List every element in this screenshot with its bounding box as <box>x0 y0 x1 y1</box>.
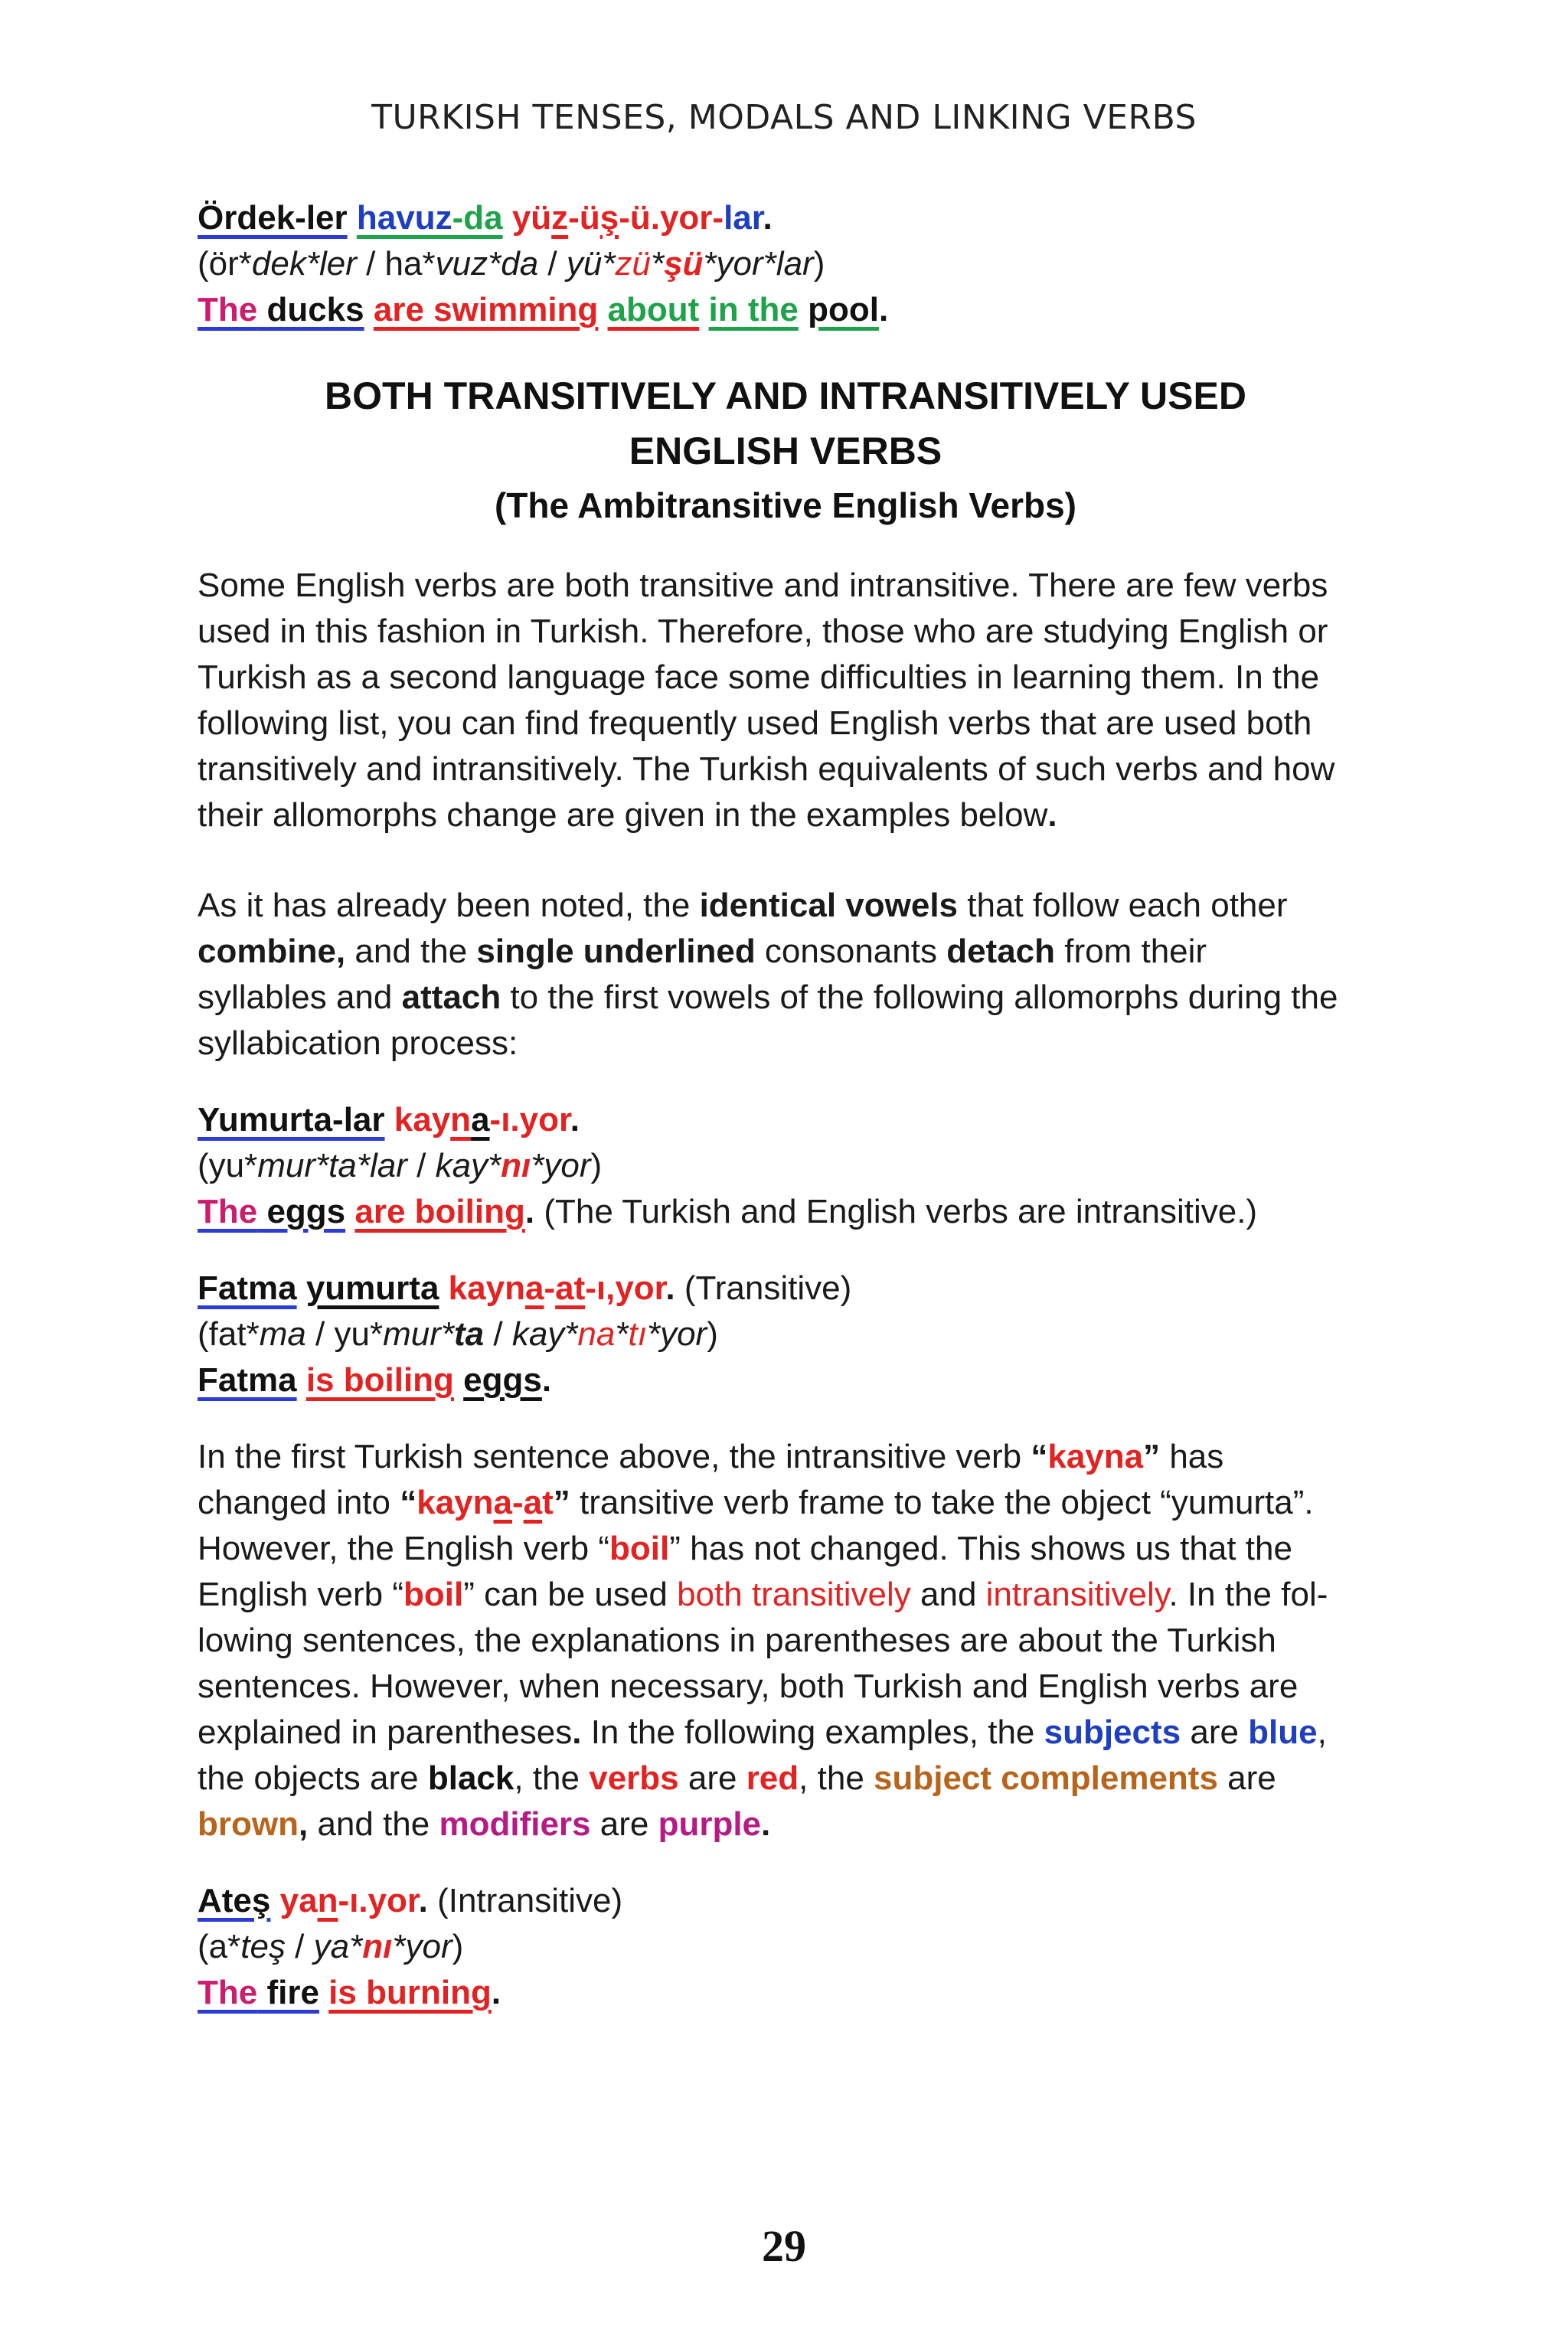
syllabification <box>198 241 1374 287</box>
text-line: Turkish as a second language face some difficulties in learning them. In the <box>198 658 1320 696</box>
text-span: that follow each other <box>958 887 1288 924</box>
section-title-line2: ENGLISH VERBS <box>629 430 942 472</box>
text-line <box>198 929 1374 975</box>
syll-part: * <box>650 245 665 283</box>
combined-vowel: a <box>524 1269 544 1307</box>
section-title-line1: BOTH TRANSITIVELY AND INTRANSITIVELY USED <box>325 374 1246 417</box>
verb-term <box>416 1484 554 1521</box>
text-line: following list, you can find frequently used English verbs that are used both <box>198 704 1312 742</box>
page-content <box>198 195 1374 2016</box>
text-span: consonants <box>755 933 947 970</box>
text-span: ” <box>553 1484 570 1521</box>
bold-term: detach <box>946 933 1056 970</box>
text-line <box>198 1526 1374 1572</box>
verb-part: ya <box>279 1882 318 1919</box>
spacer <box>198 532 1374 563</box>
detached-consonant: ş <box>599 199 619 237</box>
sentence-period: . <box>541 1361 552 1399</box>
highlight-term: both transitively <box>677 1576 911 1613</box>
syll-part: / ha* <box>356 245 436 283</box>
syll-part: na <box>577 1315 616 1353</box>
page-number: 29 <box>762 2221 806 2271</box>
text-span: kayn <box>416 1484 494 1521</box>
spacer <box>198 1235 1374 1266</box>
verb-part: -ı,yor <box>585 1269 666 1307</box>
text-span: - <box>512 1484 524 1521</box>
verb-part: kay <box>394 1101 451 1138</box>
text-span: has <box>1160 1438 1224 1475</box>
text-span: , <box>298 1805 309 1843</box>
sentence-period: . <box>524 1193 535 1230</box>
syll-part: kay* <box>511 1315 578 1353</box>
syll-part: / <box>484 1315 512 1353</box>
text-line <box>198 1710 1374 1756</box>
sentence-period: . <box>665 1269 675 1307</box>
detached-consonant: n <box>450 1101 472 1138</box>
verb-term: boil <box>403 1576 464 1613</box>
syll-part: *yor <box>531 1147 591 1184</box>
bold-term: single underlined <box>476 933 756 970</box>
text-span: ” <box>1143 1438 1161 1475</box>
color-key-black: black <box>427 1759 514 1797</box>
text-span: ” can be used <box>463 1576 678 1613</box>
verb-phrase: is burning <box>328 1974 492 2011</box>
text-span: , the <box>514 1759 590 1797</box>
verb-part: -ı.yor <box>489 1101 570 1138</box>
example-fatma-boiling <box>198 1266 1374 1403</box>
text-span: . <box>761 1805 771 1843</box>
text-span: syllables and <box>198 978 402 1016</box>
syll-part: yor <box>660 1315 707 1353</box>
section-subtitle: (The Ambitransitive English Verbs) <box>494 485 1076 525</box>
verb-term: kayna <box>1047 1438 1144 1475</box>
syll-part: nı <box>501 1147 531 1184</box>
subject-word: Fatma <box>198 1269 297 1307</box>
sentence-period: . <box>418 1882 428 1919</box>
syll-part: vuz*da <box>435 245 539 283</box>
article-word: The <box>198 1193 258 1230</box>
syll-part: / <box>538 245 567 283</box>
verb-term: boil <box>609 1530 670 1567</box>
modifier-word: about <box>607 291 700 328</box>
syll-part: (a* <box>198 1928 241 1965</box>
example-ducks <box>198 195 1374 333</box>
locative-stem: havuz <box>356 199 452 237</box>
detached-consonant: n <box>317 1882 338 1919</box>
text-line: lowing sentences, the explanations in parentheses are about the Turkish <box>198 1622 1276 1659</box>
text-span: and the <box>345 933 477 970</box>
text-line: Some English verbs are both transitive and intransitive. There are few verbs <box>198 567 1328 604</box>
subject-word: Fatma <box>198 1361 297 1399</box>
text-line: used in this fashion in Turkish. Therefore, those who are studying English or <box>198 613 1328 650</box>
explanation-note: (Intransitive) <box>427 1882 623 1919</box>
text-span: to the first vowels of the following allomorphs during the <box>501 978 1338 1016</box>
color-key-red: red <box>746 1759 799 1797</box>
highlight-term: intransitively <box>985 1576 1169 1613</box>
text-span: However, the English verb “ <box>198 1530 610 1567</box>
text-span: the objects are <box>198 1759 428 1797</box>
text-line <box>198 1756 1374 1802</box>
subject-word: eggs <box>257 1193 346 1230</box>
text-line <box>198 975 1374 1021</box>
text-span: , <box>1317 1713 1327 1751</box>
text-span: In the first Turkish sentence above, the intransitive verb <box>198 1438 1031 1475</box>
spacer <box>198 1847 1374 1878</box>
text-span: t <box>542 1484 554 1521</box>
subject-word: Yumurta-lar <box>198 1101 385 1138</box>
text-span: explained in parentheses <box>198 1713 573 1751</box>
syll-part: ma <box>259 1315 306 1353</box>
syll-part: zü <box>615 245 651 283</box>
syll-part: * <box>615 1315 629 1353</box>
english-sentence <box>198 1357 1374 1403</box>
preposition-phrase: in the <box>708 291 799 328</box>
text-span: . <box>572 1713 582 1751</box>
syll-part: * <box>646 1315 661 1353</box>
text-span: ” has not changed. This shows us that the <box>669 1530 1292 1567</box>
sentence-period: . <box>878 291 889 328</box>
plural-suffix: lar <box>724 199 763 237</box>
syll-part: ) <box>452 1928 464 1965</box>
syll-part: tı <box>628 1315 647 1353</box>
color-key-complements: subject complements <box>874 1759 1218 1797</box>
text-span: changed into <box>198 1484 400 1521</box>
syll-part: (ör* <box>198 245 252 283</box>
combined-vowel: a <box>493 1484 512 1521</box>
text-span: are <box>1181 1713 1249 1751</box>
verb-phrase: are swimming <box>373 291 599 328</box>
color-key-modifiers: modifiers <box>439 1805 591 1843</box>
text-span: their allomorphs change are given in the examples below <box>198 796 1048 834</box>
subject-word: Ördek-ler <box>198 199 348 237</box>
verb-phrase: is boiling <box>305 1361 454 1399</box>
subject-word: fire <box>257 1974 319 2011</box>
text-span: are <box>678 1759 746 1797</box>
text-line: syllabication process: <box>198 1024 518 1062</box>
english-sentence <box>198 1189 1374 1235</box>
verb-part: - <box>544 1269 556 1307</box>
bold-term: combine, <box>198 933 346 970</box>
syllabification <box>198 1924 1374 1970</box>
combined-vowel: a <box>523 1484 543 1521</box>
spacer <box>198 333 1374 368</box>
subject-word: Ateş <box>198 1882 271 1919</box>
syll-part: teş <box>240 1928 286 1965</box>
turkish-sentence <box>198 1878 1374 1924</box>
syllabication-paragraph <box>198 883 1374 1067</box>
text-span: , the <box>799 1759 874 1797</box>
object-word: eggs <box>463 1361 542 1399</box>
text-span: transitive verb frame to take the object “yumurta”. <box>570 1484 1314 1521</box>
verb-part: -ü <box>568 199 600 237</box>
syll-part: dek*ler <box>251 245 357 283</box>
turkish-sentence <box>198 195 1374 241</box>
article-word: The <box>198 1974 258 2011</box>
turkish-sentence <box>198 1266 1374 1312</box>
syll-part: ya* <box>313 1928 363 1965</box>
bold-term: identical vowels <box>699 887 959 924</box>
syll-part: (fat* <box>198 1315 260 1353</box>
syll-part: *yor <box>392 1928 452 1965</box>
syll-part: / yu* <box>305 1315 384 1353</box>
color-key-subjects: subjects <box>1044 1713 1181 1751</box>
syllabification <box>198 1143 1374 1189</box>
syll-part: şü <box>664 245 704 283</box>
verb-word <box>512 199 763 237</box>
syll-part: / <box>407 1147 436 1184</box>
syll-part: ) <box>590 1147 603 1184</box>
text-span: . <box>1047 796 1057 834</box>
verb-word <box>394 1101 570 1138</box>
text-span: and <box>910 1576 986 1613</box>
text-line <box>198 883 1374 929</box>
syll-part: (yu* <box>198 1147 258 1184</box>
text-span: In the following examples, the <box>581 1713 1044 1751</box>
sentence-period: . <box>491 1974 501 2011</box>
english-sentence <box>198 1970 1374 2016</box>
text-span: “ <box>1031 1438 1048 1475</box>
syll-part: ta <box>454 1315 485 1353</box>
locative-suffix: -da <box>452 199 503 237</box>
text-span: . In the fol- <box>1168 1576 1328 1613</box>
syll-part: ) <box>813 245 825 283</box>
verb-part: kayn <box>448 1269 525 1307</box>
text-span: English verb “ <box>198 1576 404 1613</box>
text-line <box>198 1572 1374 1618</box>
bold-term: attach <box>401 978 501 1016</box>
text-span: from their <box>1055 933 1207 970</box>
locative-word <box>357 199 503 237</box>
color-key-brown: brown <box>198 1805 299 1843</box>
text-span: are <box>1217 1759 1276 1797</box>
verb-word <box>280 1882 419 1919</box>
detached-consonant: t <box>573 1269 586 1307</box>
object-word: yumurta <box>305 1269 439 1307</box>
syll-part: *yor*lar <box>703 245 814 283</box>
sentence-period: . <box>763 199 773 237</box>
verb-phrase: are boiling <box>354 1193 525 1230</box>
english-sentence <box>198 287 1374 333</box>
syll-part: nı <box>362 1928 393 1965</box>
text-span: As it has already been noted, the <box>198 887 700 924</box>
explanation-paragraph <box>198 1434 1374 1847</box>
turkish-sentence <box>198 1097 1374 1143</box>
text-line <box>198 792 1374 838</box>
syll-part: yü* <box>566 245 616 283</box>
text-line <box>198 1434 1374 1480</box>
text-span: are <box>590 1805 658 1843</box>
text-line <box>198 1802 1374 1847</box>
verb-part: -ü.yor- <box>619 199 724 237</box>
spacer <box>198 838 1374 883</box>
text-span: and the <box>308 1805 439 1843</box>
explanation-note: (Transitive) <box>675 1269 852 1307</box>
color-key-blue: blue <box>1248 1713 1318 1751</box>
text-line: sentences. However, when necessary, both Turkish and English verbs are <box>198 1668 1298 1705</box>
object-word: pool <box>808 291 879 328</box>
syllabification <box>198 1312 1374 1357</box>
running-header: TURKISH TENSES, MODALS AND LINKING VERBS <box>371 98 1197 137</box>
combined-vowel: a <box>555 1269 574 1307</box>
syll-part: mur* <box>383 1315 455 1353</box>
syll-part: / <box>285 1928 314 1965</box>
text-span: “ <box>400 1484 417 1521</box>
color-key-verbs: verbs <box>589 1759 679 1797</box>
example-fire-burning <box>198 1878 1374 2016</box>
text-line <box>198 1480 1374 1526</box>
combined-vowel: a <box>471 1101 490 1138</box>
explanation-note: (The Turkish and English verbs are intransitive.) <box>534 1193 1258 1230</box>
intro-paragraph <box>198 563 1374 838</box>
syll-part: kay* <box>435 1147 501 1184</box>
verb-word <box>449 1269 666 1307</box>
example-eggs-boiling <box>198 1097 1374 1235</box>
verb-part: yü <box>511 199 552 237</box>
syll-part: mur*ta*lar <box>257 1147 407 1184</box>
article-word: The <box>198 291 258 328</box>
verb-part: -ı.yor <box>338 1882 419 1919</box>
color-key-purple: purple <box>658 1805 762 1843</box>
subject-word: ducks <box>257 291 364 328</box>
spacer <box>198 1403 1374 1434</box>
spacer <box>198 1067 1374 1097</box>
text-line: transitively and intransitively. The Turkish equivalents of such verbs and how <box>198 750 1335 788</box>
syll-part: ) <box>707 1315 718 1353</box>
detached-consonant: z <box>551 199 569 237</box>
sentence-period: . <box>570 1101 580 1138</box>
